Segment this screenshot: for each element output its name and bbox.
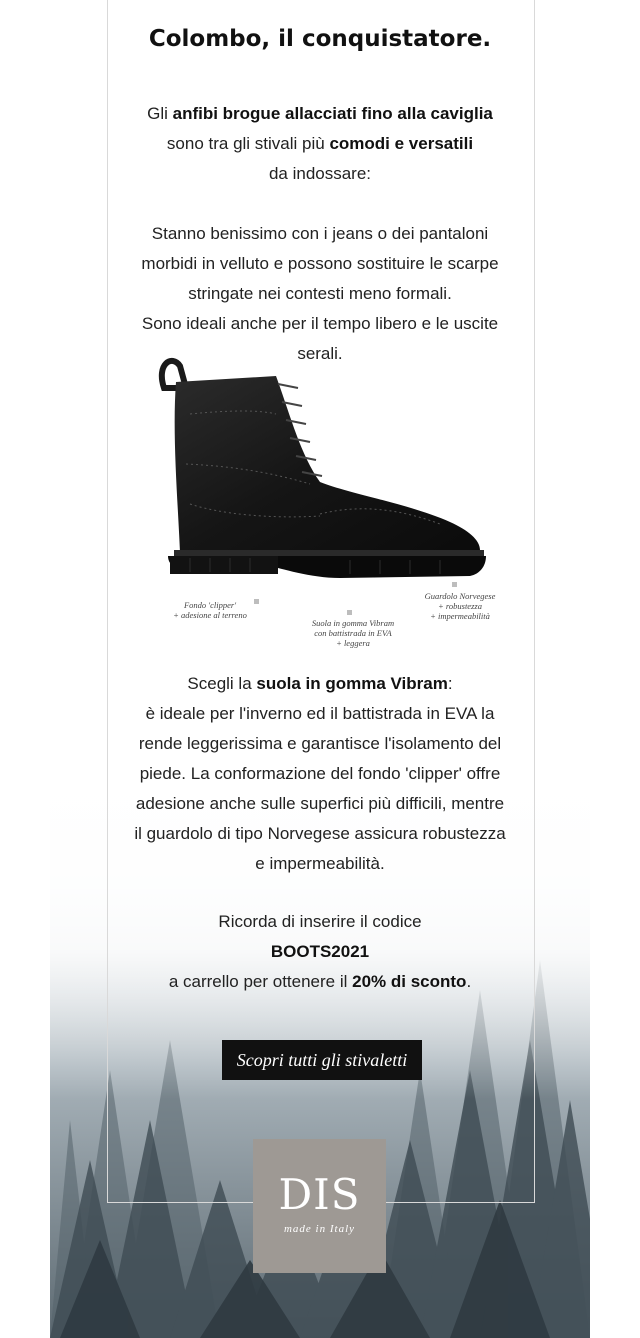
boot-product-image [150, 354, 490, 584]
sole-line: il guardolo di tipo Norvegese assicura robustezza [134, 824, 506, 843]
caption-norvegese: Guardolo Norvegese + robustezza + impermeabilità [424, 591, 496, 621]
sole-line: adesione anche sulle superfici più difficili, mentre [135, 794, 505, 813]
callout-marker-norvegese [452, 582, 457, 587]
caption-vibram: Suola in gomma Vibram con battistrada in EVA + leggera [311, 618, 395, 648]
promo-paragraph [110, 907, 530, 997]
caption-clipper: Fondo 'clipper' + adesione al terreno [173, 600, 247, 620]
sole-line: piede. La conformazione del fondo 'clipper' offre [139, 764, 501, 783]
sole-line: rende leggerissima e garantisce l'isolamento del [138, 734, 502, 753]
sole-line: è ideale per l'inverno ed il battistrada in EVA la [145, 704, 495, 723]
intro-line-3: da indossare: [268, 164, 372, 183]
promo-line-1: Ricorda di inserire il codice [218, 912, 422, 931]
sole-paragraph [110, 669, 530, 879]
styling-line: morbidi in velluto e possono sostituire le scarpe [141, 254, 499, 273]
styling-paragraph [110, 219, 530, 369]
promo-code: BOOTS2021 [270, 942, 370, 961]
logo-mark: DIS [278, 1170, 361, 1219]
page-title: Colombo, il conquistatore. [148, 26, 492, 52]
sole-line-1: Scegli la suola in gomma Vibram: [187, 674, 453, 693]
sole-line: e impermeabilità. [255, 854, 385, 873]
callout-marker-vibram [347, 610, 352, 615]
styling-line: stringate nei contesti meno formali. [188, 284, 452, 303]
intro-line-1: Gli anfibi brogue allacciati fino alla caviglia [147, 104, 493, 123]
promo-line-3: a carrello per ottenere il 20% di sconto. [168, 972, 472, 991]
logo-tagline: made in Italy [283, 1223, 356, 1235]
discover-boots-button[interactable]: Scopri tutti gli stivaletti [222, 1040, 422, 1080]
intro-paragraph [110, 99, 530, 189]
styling-line: Stanno benissimo con i jeans o dei pantaloni [151, 224, 489, 243]
intro-line-2: sono tra gli stivali più comodi e versatili [166, 134, 474, 153]
brand-logo[interactable] [253, 1139, 386, 1273]
styling-line: serali. [297, 344, 343, 363]
styling-line: Sono ideali anche per il tempo libero e le uscite [141, 314, 499, 333]
